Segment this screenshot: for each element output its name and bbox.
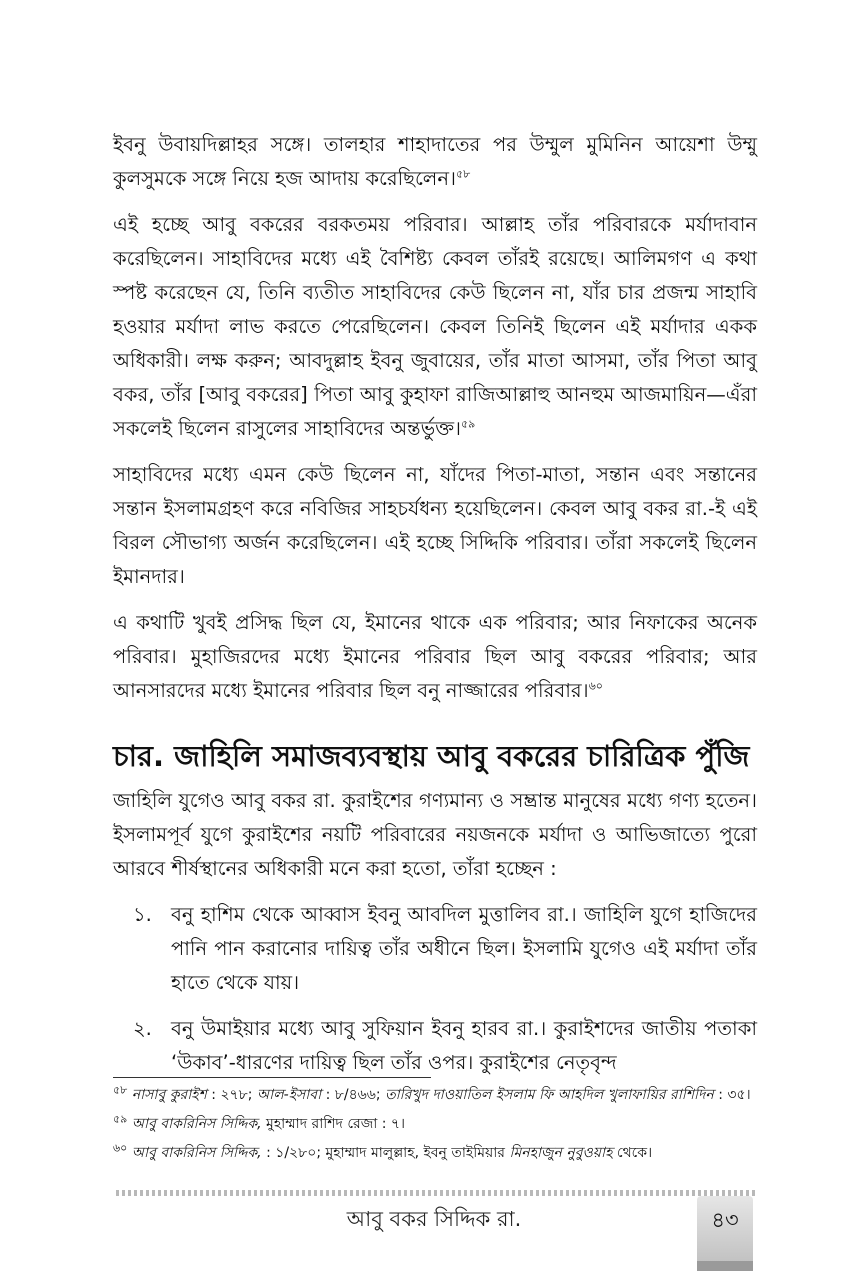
footnote: $^{৬০}$ আবু বাকরিনিস সিদ্দিক, : ১/২৮০; মুহাম্মাদ মালুল্লাহ, ইবনু তাইমিয়ার মিনহাজুন নুবুওয়াহ থেকে। bbox=[113, 1141, 653, 1161]
footnote: $^{৫৮}$ নাসাবু কুরাইশ : ২৭৮; আল-ইসাবা : ৮/৪৬৬; তারিখুদ দাওয়াতিল ইসলাম ফি আহদিল খুলাফায়ির রাশিদিন : ৩৫। bbox=[113, 1083, 751, 1103]
list-text: বনু উমাইয়ার মধ্যে আবু সুফিয়ান ইবনু হারব রা.। কুরাইশদের জাতীয় পতাকা ‘উকাব’-ধারণের দায়িত্ব ছিল তাঁর ওপর। কুরাইশের নেতৃবৃন্দ bbox=[171, 1017, 757, 1074]
page-number: ৪৩ bbox=[711, 1208, 739, 1232]
list-number: ১. bbox=[133, 903, 152, 926]
footnote-ref[interactable]: ৫৮ bbox=[455, 167, 471, 181]
intro-paragraph: জাহিলি যুগেও আবু বকর রা. কুরাইশের গণ্যমান্য ও সম্ভ্রান্ত মানুষের মধ্যে গণ্য হতেন। ইসলামপূর্ব যুগে কুরাইশের নয়টি পরিবারের নয়জনকে মর্যাদা ও আভিজাত্যে পুরো আরবে শীর্ষস্থানের অধিকারী মনে করা হতো, তাঁরা হচ্ছেন : bbox=[113, 789, 757, 880]
list-number: ২. bbox=[133, 1017, 152, 1040]
paragraph: এ কথাটি খুবই প্রসিদ্ধ ছিল যে, ইমানের থাকে এক পরিবার; আর নিফাকের অনেক পরিবার। মুহাজিরদের মধ্যে ইমানের পরিবার ছিল আবু বকরের পরিবার; আর আনসারদের মধ্যে ইমানের পরিবার ছিল বনু নাজ্জারের পরিবার।$^{৬০}$ bbox=[113, 611, 757, 702]
running-title: আবু বকর সিদ্দিক রা. bbox=[346, 1207, 522, 1231]
footnotes bbox=[113, 1084, 757, 1171]
footnote-ref[interactable]: ৬০ bbox=[588, 679, 603, 693]
paragraph: ইবনু উবায়দিল্লাহর সঙ্গে। তালহার শাহাদাতের পর উম্মুল মুমিনিন আয়েশা উম্মু কুলসুমকে সঙ্গে নিয়ে হজ আদায় করেছিলেন।$^{৫৮}$ bbox=[113, 133, 757, 190]
page-body bbox=[113, 128, 757, 1092]
list-item bbox=[113, 1012, 757, 1080]
numbered-list bbox=[113, 898, 757, 1080]
paragraph: এই হচ্ছে আবু বকরের বরকতময় পরিবার। আল্লাহ তাঁর পরিবারকে মর্যাদাবান করেছিলেন। সাহাবিদের মধ্যে এই বৈশিষ্ট্য কেবল তাঁরই রয়েছে। আলিমগণ এ কথা স্পষ্ট করেছেন যে, তিনি ব্যতীত সাহাবিদের কেউ ছিলেন না, যাঁর চার প্রজন্ম সাহাবি হওয়ার মর্যাদা লাভ করতে পেরেছিলেন। কেবল তিনিই ছিলেন এই মর্যাদার একক অধিকারী। লক্ষ করুন; আবদুল্লাহ ইবনু জুবায়ের, তাঁর মাতা আসমা, তাঁর পিতা আবু বকর, তাঁর [আবু বকরের] পিতা আবু কুহাফা রাজিআল্লাহু আনহুম আজমায়িন—এঁরা সকলেই ছিলেন রাসুলের সাহাবিদের অন্তর্ভুক্ত।$^{৫৯}$ bbox=[113, 213, 757, 440]
list-text: বনু হাশিম থেকে আব্বাস ইবনু আবদিল মুত্তালিব রা.। জাহিলি যুগে হাজিদের পানি পান করানোর দায়িত্ব তাঁর অধীনে ছিল। ইসলামি যুগেও এই মর্যাদা তাঁর হাতে থেকে যায়। bbox=[171, 903, 757, 994]
footnote: $^{৫৯}$ আবু বাকরিনিস সিদ্দিক, মুহাম্মাদ রাশিদ রেজা : ৭। bbox=[113, 1112, 406, 1132]
footer-divider bbox=[116, 1190, 756, 1196]
list-item bbox=[113, 898, 757, 1000]
footnote-divider bbox=[113, 1077, 431, 1078]
paragraph: সাহাবিদের মধ্যে এমন কেউ ছিলেন না, যাঁদের পিতা-মাতা, সন্তান এবং সন্তানের সন্তান ইসলামগ্রহণ করে নবিজির সাহচর্যধন্য হয়েছিলেন। কেবল আবু বকর রা.-ই এই বিরল সৌভাগ্য অর্জন করেছিলেন। এই হচ্ছে সিদ্দিকি পরিবার। তাঁরা সকলেই ছিলেন ইমানদার। bbox=[113, 463, 757, 588]
footnote-ref[interactable]: ৫৯ bbox=[461, 417, 476, 431]
section-heading: চার. জাহিলি সমাজব্যবস্থায় আবু বকরের চারিত্রিক পুঁজি bbox=[113, 739, 750, 773]
